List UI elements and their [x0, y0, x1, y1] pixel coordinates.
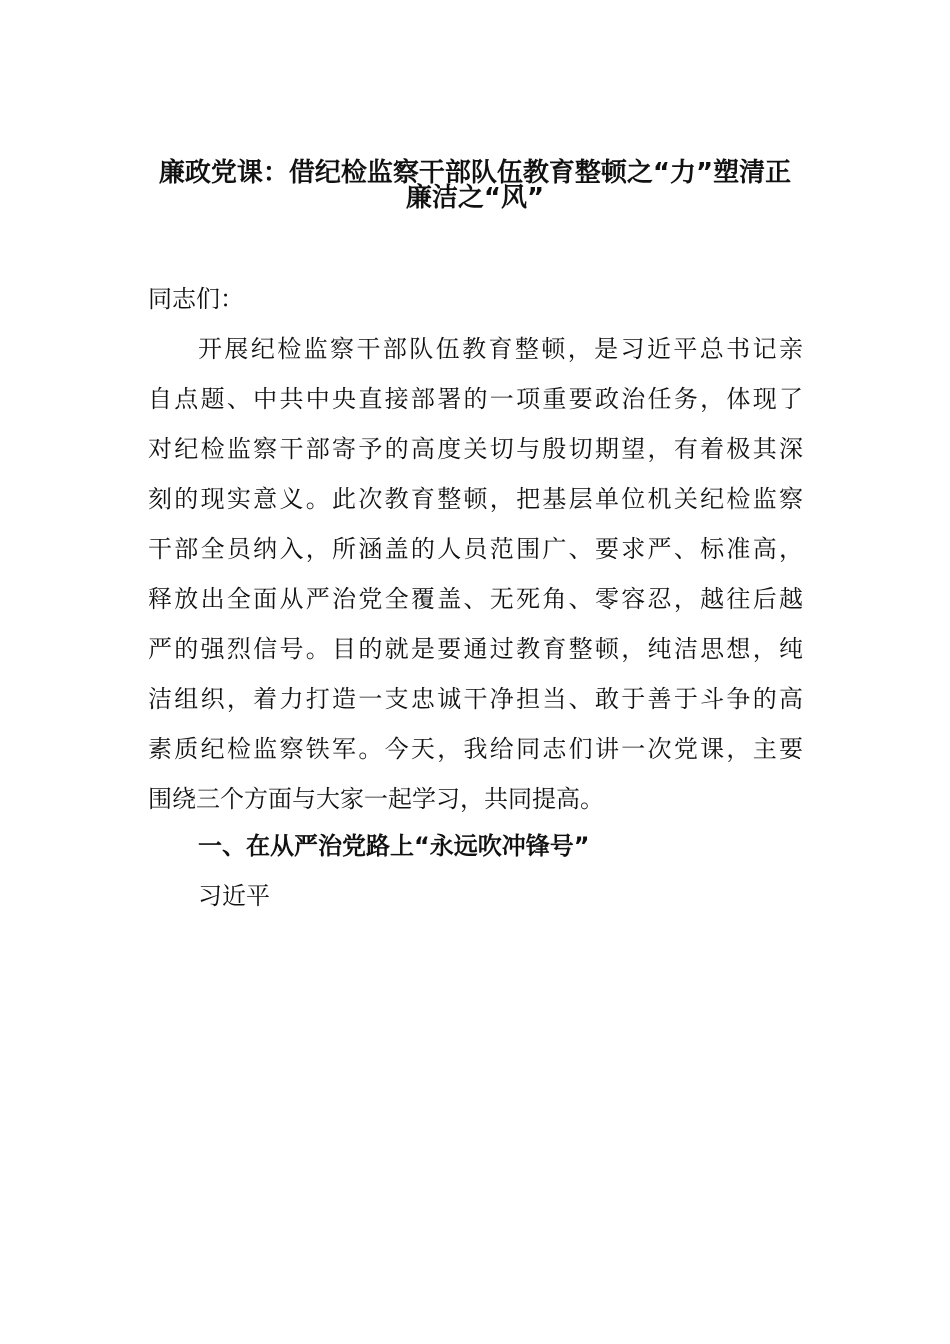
section-heading: 一、在从严治党路上“永远吹冲锋号”: [198, 832, 590, 860]
paragraph-line: 刻的现实意义。此次教育整顿，把基层单位机关纪检监察: [148, 485, 803, 513]
salutation: 同志们：: [148, 285, 244, 313]
paragraph-line: 素质纪检监察铁军。今天，我给同志们讲一次党课，主要: [148, 735, 803, 763]
paragraph-line: 开展纪检监察干部队伍教育整顿，是习近平总书记亲: [198, 335, 803, 363]
paragraph-line: 干部全员纳入，所涵盖的人员范围广、要求严、标准高，: [148, 535, 803, 563]
paragraph-line: 洁组织，着力打造一支忠诚干净担当、敢于善于斗争的高: [148, 685, 803, 713]
signature: 习近平: [198, 882, 270, 910]
paragraph-line: 释放出全面从严治党全覆盖、无死角、零容忍，越往后越: [148, 585, 803, 613]
paragraph-line: 严的强烈信号。目的就是要通过教育整顿，纯洁思想，纯: [148, 635, 803, 663]
document-title-line-2: 廉洁之“风”: [405, 183, 545, 213]
paragraph-line: 自点题、中共中央直接部署的一项重要政治任务，体现了: [148, 385, 803, 413]
paragraph-line: 围绕三个方面与大家一起学习，共同提高。: [148, 785, 604, 813]
document-title-line-1: 廉政党课：借纪检监察干部队伍教育整顿之“力”塑清正: [158, 158, 792, 188]
paragraph-line: 对纪检监察干部寄予的高度关切与殷切期望，有着极其深: [148, 435, 803, 463]
